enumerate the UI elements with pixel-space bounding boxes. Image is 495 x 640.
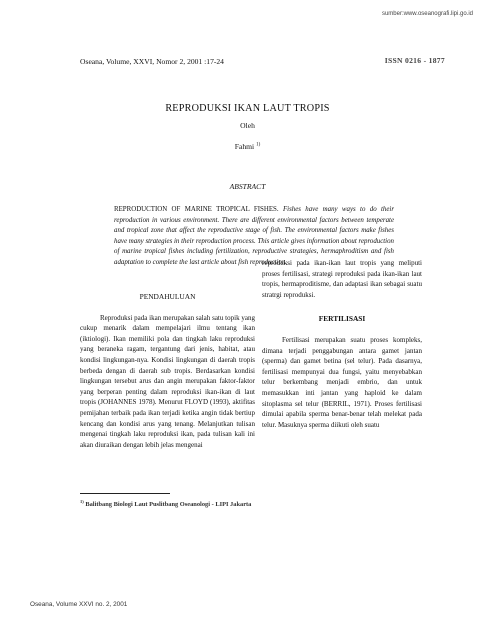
author-name: Fahmi xyxy=(234,142,255,151)
source-url: sumber:www.oseanografi.lipi.go.id xyxy=(381,11,473,17)
article-title: REPRODUKSI IKAN LAUT TROPIS xyxy=(165,103,330,114)
page-footer: Oseana, Volume XXVI no. 2, 2001 xyxy=(30,601,128,608)
author-line xyxy=(0,142,495,151)
footnote-divider xyxy=(80,493,170,494)
left-column xyxy=(80,292,255,450)
footnote xyxy=(80,499,251,508)
footnote-text: Balitbang Biologi Laut Puslitbang Oseanologi - LIPI Jakarta xyxy=(83,501,252,509)
section-heading-fertilisasi: FERTILISASI xyxy=(318,314,366,324)
abstract-body: Fishes have many ways to do their reproduction in various environment. There are different environmental factors between temperate and tropical zone that affect the reproductive stage of fish. The environmental factors make fishes have many strategies in their reproduction process. This article gives information about reproduction of marine tropical fishes including fertilization, reproductive strategies, hermaphroditism and fish adaptation to complete the last article about fish reproduction. xyxy=(114,206,395,266)
byline-oleh: Oleh xyxy=(240,121,255,130)
author-affiliation-mark: 1) xyxy=(256,142,261,148)
fertilisasi-paragraph: Fertilisasi merupakan suatu proses kompleks, dimana terjadi penggabungan antara gamet jantan (sperma) dan gamet betina (sel telur). Pada dasarnya, fertilisasi mempunyai dua fungsi, yaitu menyebabkan telur berkembang menjadi embrio, dan untuk memasukkan inti jantan yang haploid ke dalam sitoplasma sel telur (BERRIL, 1971). Proses fertilisasi dimulai apabila sperma benar-benar telah melekat pada telur. Masuknya sperma diikuti oleh suatu xyxy=(262,335,422,429)
journal-citation: Oseana, Volume, XXVI, Nomor 2, 2001 :17-24 xyxy=(80,57,224,66)
pendahuluan-continuation: reproduksi pada ikan-ikan laut tropis yang meliputi proses fertilisasi, strategi reproduksi pada ikan-ikan laut tropis, hermaproditisme, dan adaptasi ikan sebagai suatu stratrgi reproduksi. xyxy=(262,259,422,299)
abstract-heading: ABSTRACT xyxy=(229,182,266,191)
right-column xyxy=(262,258,422,430)
pendahuluan-paragraph: Reproduksi pada ikan merupakan salah satu topik yang cukup menarik dalam mempelajari ilmu tentang ikan (iktiologi). Ikan memiliki pola dan tingkah laku reproduksi yang beraneka ragam, tergantung dari jenis, habitat, atau kondisi lingkungan-nya. Kondisi lingkungan di daerah tropis berbeda dengan di daerah sub tropis. Berdasarkan kondisi lingkungan tersebut arus dan angin merupakan faktor-faktor yang berperan penting dalam reproduksi ikan-ikan di laut tropis (JOHANNES 1978). Menurut FLOYD (1993), aktifitas pemijahan terbaik pada ikan terjadi ketika angin tidak bertiup kencang dan kondisi arus yang tenang. Melanjutkan tulisan mengenai tingkah laku reproduksi ikan, pada tulisan kali ini akan diuraikan dengan lebih jelas mengenai xyxy=(80,313,255,449)
footnote-mark: 1) xyxy=(80,499,84,504)
issn-label: ISSN 0216 - 1877 xyxy=(384,56,445,65)
section-heading-pendahuluan: PENDAHULUAN xyxy=(139,292,196,301)
abstract-lead: REPRODUCTION OF MARINE TROPICAL FISHES. xyxy=(114,206,279,213)
